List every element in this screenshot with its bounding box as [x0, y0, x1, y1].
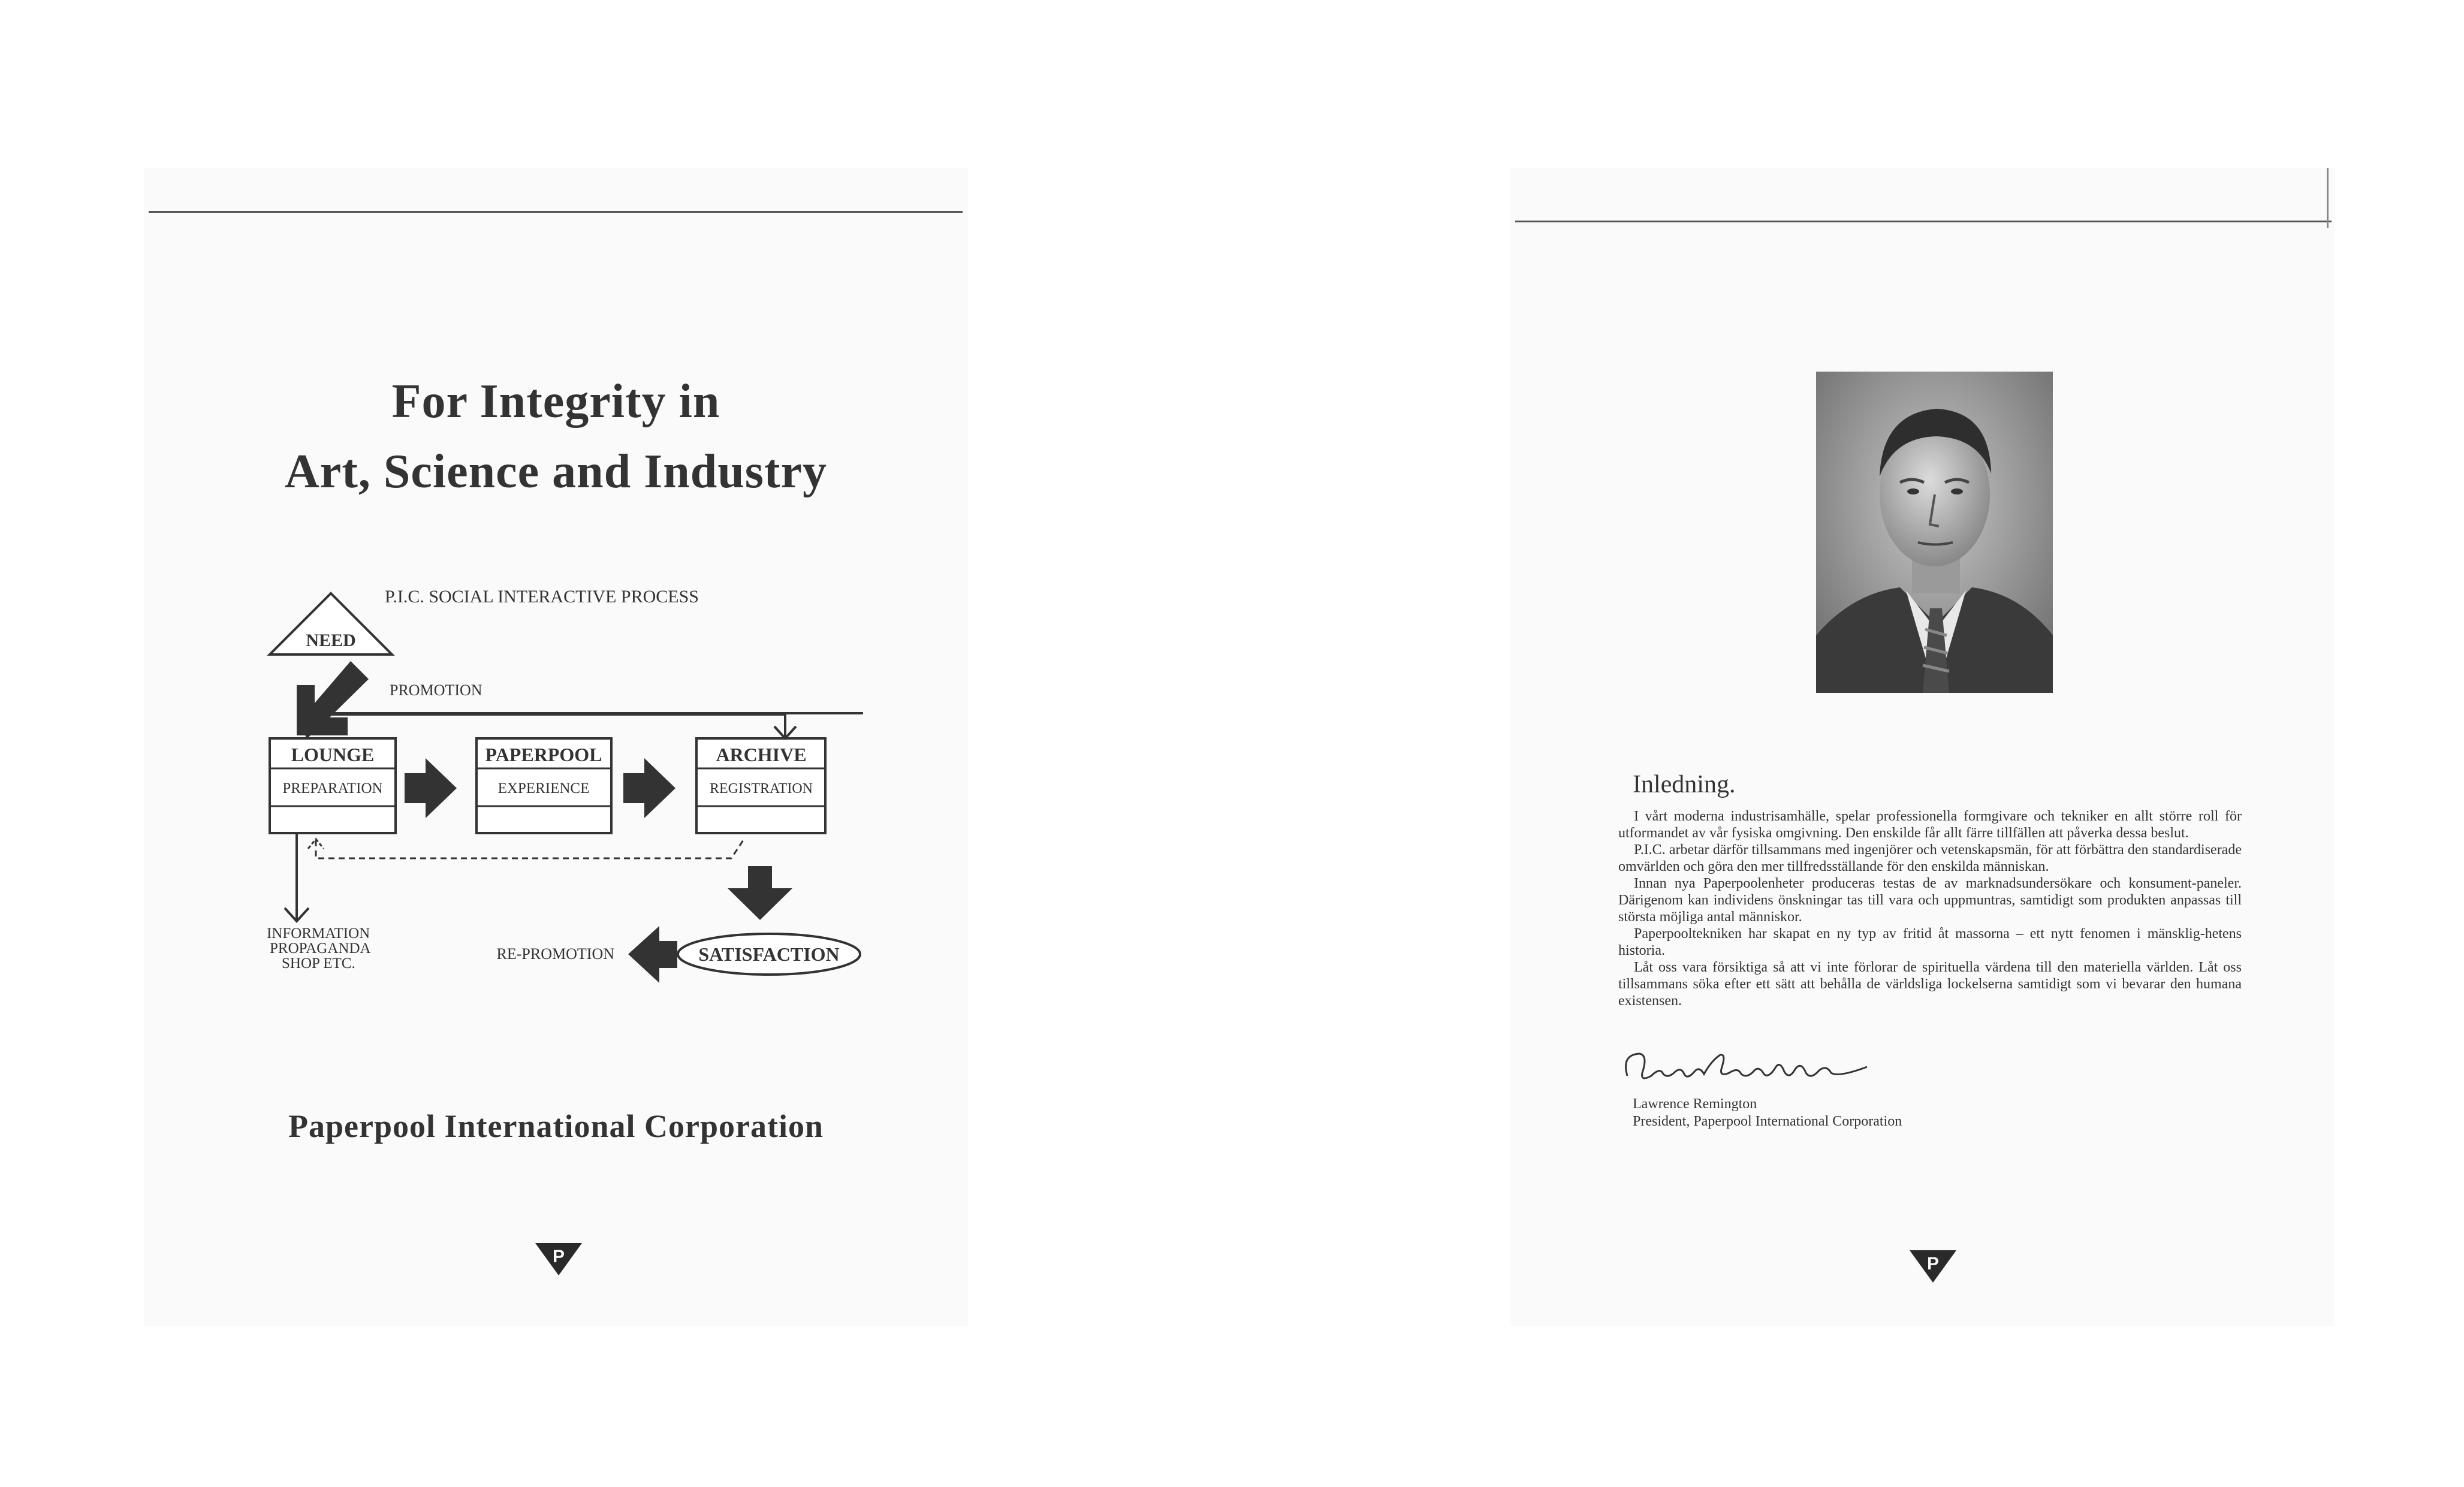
- page-edge: [2327, 168, 2329, 228]
- intro-paragraph: P.I.C. arbetar därför tillsammans med ingenjörer och vetenskapsmän, för att förbättra den standardiserade omvärlden och göra den mer tillfredsställande för den enskilda människan.: [1618, 842, 2242, 874]
- signature: [1615, 1043, 1879, 1091]
- info-label-1: INFORMATION: [267, 925, 370, 942]
- promotion-arrow: [297, 661, 369, 735]
- diagram-heading: P.I.C. SOCIAL INTERACTIVE PROCESS: [385, 587, 699, 607]
- promotion-label: PROMOTION: [390, 681, 482, 699]
- arrow-right-1: [405, 758, 457, 818]
- satisfaction-label: SATISFACTION: [698, 943, 840, 965]
- paperpool-logo-icon: [1910, 1250, 1956, 1283]
- arrow-right-2: [623, 758, 675, 818]
- intro-paragraph: Innan nya Paperpoolenheter produceras testas de av marknadsundersökare och konsument-paneler. Därigenom kan individens önskningar tas till vara och uppmuntras, samtidigt som produkten anpassas till största möjliga antal människor.: [1618, 876, 2242, 925]
- paperpool-logo-icon: [535, 1243, 582, 1275]
- info-label-2: PROPAGANDA: [270, 940, 371, 957]
- top-loop-line: [306, 714, 785, 738]
- intro-paragraph: I vårt moderna industrisamhälle, spelar professionella formgivare och tekniker en allt större roll för utformandet av vår fysiska omgivning. Den enskilde får allt färre tillfällen att påverka dessa beslut.: [1618, 809, 2242, 841]
- president-portrait: [1816, 372, 2053, 693]
- info-label-3: SHOP ETC.: [282, 955, 355, 972]
- signer-title: President, Paperpool International Corporation: [1633, 1114, 1902, 1129]
- arrow-down: [728, 866, 792, 920]
- logo-letter: P: [1926, 1254, 1940, 1274]
- lounge-label: LOUNGE: [291, 744, 375, 765]
- intro-paragraph: Låt oss vara försiktiga så att vi inte förlorar de spirituella värdena till den materiella världen. Låt oss tillsammans söka efter ett sätt att behålla de världsliga lockelserna samtidigt som vi bevarar den humana existensen.: [1618, 960, 2242, 1009]
- registration-label: REGISTRATION: [710, 781, 813, 797]
- paperpool-label: PAPERPOOL: [485, 744, 602, 765]
- experience-label: EXPERIENCE: [497, 780, 590, 797]
- corporation-name: Paperpool International Corporation: [288, 1108, 824, 1144]
- intro-paragraph: Paperpooltekniken har skapat en ny typ av fritid åt massorna – ett nytt fenomen i mänsklig-hetens historia.: [1618, 926, 2242, 958]
- top-rule: [149, 211, 963, 213]
- arrow-left: [628, 926, 677, 983]
- signer-name: Lawrence Remington: [1633, 1096, 1757, 1112]
- archive-label: ARCHIVE: [716, 744, 807, 765]
- re-promotion-label: RE-PROMOTION: [496, 945, 614, 963]
- social-interactive-process-diagram: [264, 587, 863, 1007]
- title-line-2: Art, Science and Industry: [284, 445, 828, 498]
- logo-letter: P: [552, 1247, 565, 1266]
- preparation-label: PREPARATION: [282, 780, 383, 797]
- signer-block: [1633, 1096, 1902, 1130]
- intro-heading: Inledning.: [1633, 771, 1736, 798]
- feedback-dashed-line: [316, 840, 743, 858]
- title-line-1: For Integrity in: [391, 375, 720, 428]
- intro-body: [1618, 808, 2242, 1009]
- top-rule: [1515, 221, 2332, 222]
- right-page: [1510, 168, 2335, 1326]
- left-page: [144, 168, 968, 1326]
- need-label: NEED: [306, 631, 356, 650]
